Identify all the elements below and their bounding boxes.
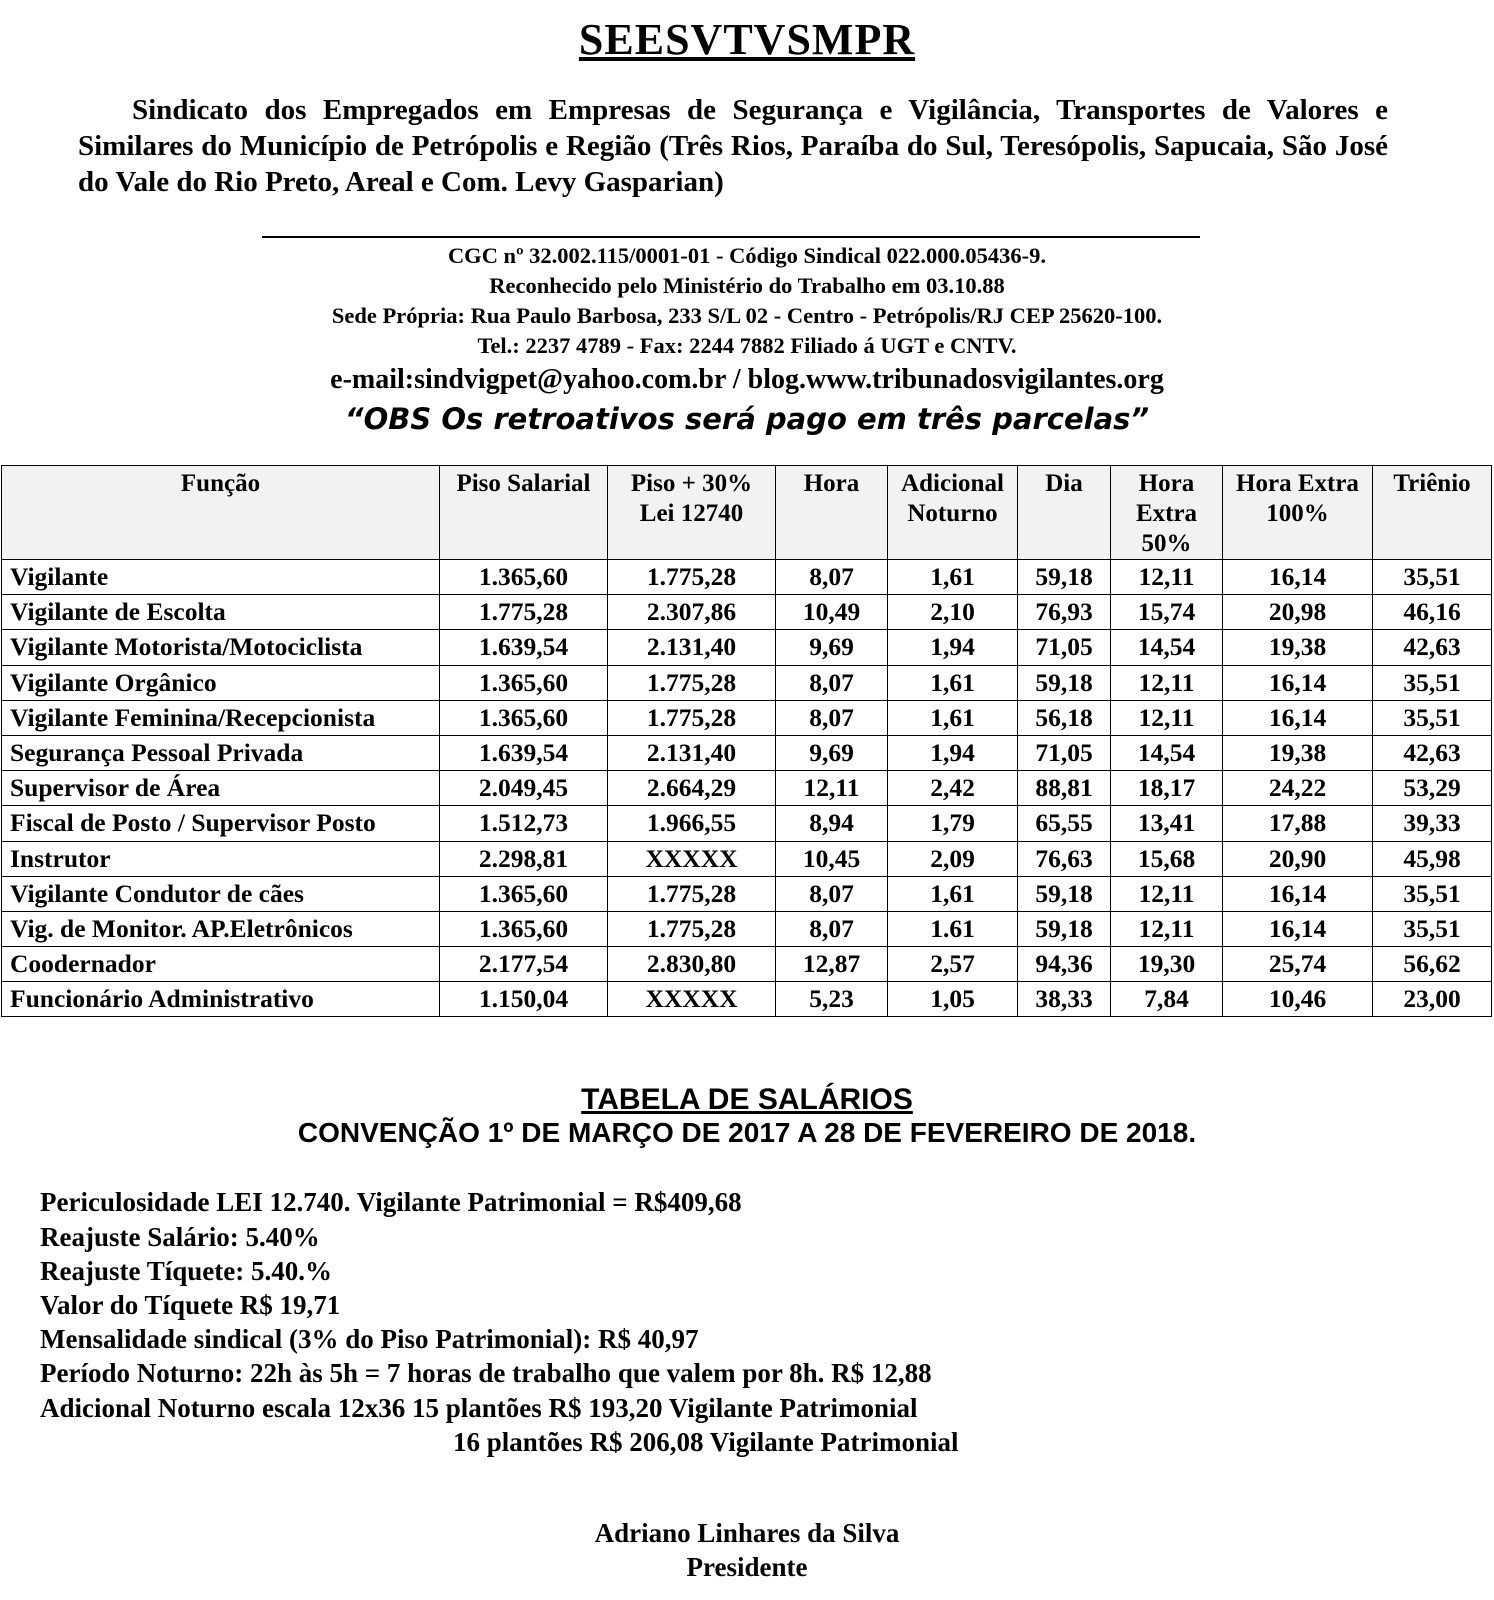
role-name-cell: Segurança Pessoal Privada [2, 735, 440, 770]
value-cell: 2,57 [888, 947, 1018, 982]
value-cell: 25,74 [1223, 947, 1373, 982]
value-cell: 1.639,54 [440, 630, 608, 665]
value-cell: 1.775,28 [440, 595, 608, 630]
obs-note: “OBS Os retroativos será pago em três parcelas” [344, 402, 1150, 436]
table-row [2, 665, 1492, 700]
value-cell: 13,41 [1111, 806, 1223, 841]
note-valor-tiquete: Valor do Tíquete R$ 19,71 [40, 1290, 341, 1320]
value-cell: 94,36 [1018, 947, 1111, 982]
role-name-cell: Vigilante Orgânico [2, 665, 440, 700]
value-cell: 19,38 [1223, 630, 1373, 665]
value-cell: 2.664,29 [608, 771, 776, 806]
value-cell: 76,63 [1018, 841, 1111, 876]
role-name-cell: Vig. de Monitor. AP.Eletrônicos [2, 911, 440, 946]
cgc-line: CGC nº 32.002.115/0001-01 - Código Sindical 022.000.05436-9. [447, 243, 1047, 268]
value-cell: 8,07 [776, 876, 888, 911]
value-cell: 1,61 [888, 700, 1018, 735]
value-cell: 12,11 [1111, 665, 1223, 700]
value-cell: 8,07 [776, 560, 888, 595]
value-cell: 12,11 [1111, 700, 1223, 735]
value-cell: 16,14 [1223, 700, 1373, 735]
role-name-cell: Vigilante Condutor de cães [2, 876, 440, 911]
value-cell: XXXXX [608, 982, 776, 1017]
recognition-line: Reconhecido pelo Ministério do Trabalho em 03.10.88 [489, 273, 1005, 298]
value-cell: 71,05 [1018, 630, 1111, 665]
note-periodo-noturno: Período Noturno: 22h às 5h = 7 horas de trabalho que valem por 8h. R$ 12,88 [40, 1358, 932, 1388]
value-cell: 19,30 [1111, 947, 1223, 982]
document-title: SEESVTVSMPR [578, 15, 916, 64]
table-row [2, 947, 1492, 982]
table-row [2, 560, 1492, 595]
note-adicional-15: Adicional Noturno escala 12x36 15 plantões R$ 193,20 Vigilante Patrimonial [40, 1393, 918, 1423]
value-cell: 16,14 [1223, 911, 1373, 946]
value-cell: 42,63 [1373, 630, 1492, 665]
value-cell: 71,05 [1018, 735, 1111, 770]
table-row [2, 806, 1492, 841]
table-row [2, 911, 1492, 946]
value-cell: 15,74 [1111, 595, 1223, 630]
value-cell: 8,94 [776, 806, 888, 841]
value-cell: 10,45 [776, 841, 888, 876]
value-cell: 39,33 [1373, 806, 1492, 841]
table-row [2, 630, 1492, 665]
note-adicional-16: 16 plantões R$ 206,08 Vigilante Patrimonial [453, 1427, 959, 1457]
value-cell: 1.365,60 [440, 876, 608, 911]
value-cell: 1,61 [888, 665, 1018, 700]
header-divider [262, 236, 1200, 238]
value-cell: 42,63 [1373, 735, 1492, 770]
union-full-name: Sindicato dos Empregados em Empresas de Segurança e Vigilância, Transportes de Valores e Similares do Município de Petrópolis e Região (Três Rios, Paraíba do Sul, Teresópolis, Sapucaia, São José do Vale do Rio Preto, Areal e Com. Levy Gasparian) [78, 94, 1388, 198]
table-row [2, 771, 1492, 806]
value-cell: 8,07 [776, 665, 888, 700]
table-row [2, 595, 1492, 630]
value-cell: 38,33 [1018, 982, 1111, 1017]
value-cell: 24,22 [1223, 771, 1373, 806]
value-cell: 1.966,55 [608, 806, 776, 841]
value-cell: 56,62 [1373, 947, 1492, 982]
value-cell: 53,29 [1373, 771, 1492, 806]
table-row [2, 700, 1492, 735]
value-cell: 9,69 [776, 735, 888, 770]
value-cell: 1.775,28 [608, 911, 776, 946]
value-cell: 23,00 [1373, 982, 1492, 1017]
value-cell: 12,11 [776, 771, 888, 806]
role-name-cell: Coodernador [2, 947, 440, 982]
address-line: Sede Própria: Rua Paulo Barbosa, 233 S/L 02 - Centro - Petrópolis/RJ CEP 25620-100. [331, 303, 1163, 328]
value-cell: 1.639,54 [440, 735, 608, 770]
value-cell: 1.775,28 [608, 700, 776, 735]
value-cell: 1.365,60 [440, 911, 608, 946]
value-cell: 16,14 [1223, 560, 1373, 595]
role-name-cell: Vigilante de Escolta [2, 595, 440, 630]
value-cell: XXXXX [608, 841, 776, 876]
column-header: Dia [1018, 466, 1111, 560]
value-cell: 9,69 [776, 630, 888, 665]
value-cell: 1.150,04 [440, 982, 608, 1017]
value-cell: 19,38 [1223, 735, 1373, 770]
value-cell: 17,88 [1223, 806, 1373, 841]
column-header: Piso + 30% Lei 12740 [608, 466, 776, 560]
value-cell: 35,51 [1373, 665, 1492, 700]
value-cell: 56,18 [1018, 700, 1111, 735]
value-cell: 15,68 [1111, 841, 1223, 876]
phone-line: Tel.: 2237 4789 - Fax: 2244 7882 Filiado á UGT e CNTV. [477, 333, 1017, 358]
value-cell: 2,09 [888, 841, 1018, 876]
column-header: Triênio [1373, 466, 1492, 560]
value-cell: 59,18 [1018, 665, 1111, 700]
column-header: Hora Extra 50% [1111, 466, 1223, 560]
value-cell: 2.131,40 [608, 630, 776, 665]
value-cell: 2.830,80 [608, 947, 776, 982]
column-header: Função [2, 466, 440, 560]
value-cell: 65,55 [1018, 806, 1111, 841]
value-cell: 14,54 [1111, 735, 1223, 770]
value-cell: 18,17 [1111, 771, 1223, 806]
value-cell: 45,98 [1373, 841, 1492, 876]
value-cell: 8,07 [776, 700, 888, 735]
value-cell: 59,18 [1018, 560, 1111, 595]
value-cell: 35,51 [1373, 560, 1492, 595]
value-cell: 1.365,60 [440, 560, 608, 595]
column-header: Piso Salarial [440, 466, 608, 560]
salary-table [1, 465, 1492, 1017]
value-cell: 12,11 [1111, 876, 1223, 911]
contact-line: e-mail:sindvigpet@yahoo.com.br / blog.www.tribunadosvigilantes.org [330, 364, 1164, 395]
convention-period: CONVENÇÃO 1º DE MARÇO DE 2017 A 28 DE FEVEREIRO DE 2018. [297, 1117, 1197, 1148]
value-cell: 35,51 [1373, 911, 1492, 946]
value-cell: 2.177,54 [440, 947, 608, 982]
column-header: Adicional Noturno [888, 466, 1018, 560]
value-cell: 2.307,86 [608, 595, 776, 630]
note-reajuste-salario: Reajuste Salário: 5.40% [40, 1222, 320, 1252]
value-cell: 1,61 [888, 876, 1018, 911]
value-cell: 1.512,73 [440, 806, 608, 841]
value-cell: 1.775,28 [608, 560, 776, 595]
value-cell: 20,98 [1223, 595, 1373, 630]
value-cell: 16,14 [1223, 665, 1373, 700]
value-cell: 35,51 [1373, 700, 1492, 735]
value-cell: 1.775,28 [608, 876, 776, 911]
value-cell: 10,46 [1223, 982, 1373, 1017]
value-cell: 2,10 [888, 595, 1018, 630]
table-row [2, 841, 1492, 876]
value-cell: 46,16 [1373, 595, 1492, 630]
value-cell: 1,05 [888, 982, 1018, 1017]
value-cell: 14,54 [1111, 630, 1223, 665]
value-cell: 20,90 [1223, 841, 1373, 876]
role-name-cell: Vigilante [2, 560, 440, 595]
value-cell: 88,81 [1018, 771, 1111, 806]
signatory-role: Presidente [686, 1552, 808, 1582]
value-cell: 7,84 [1111, 982, 1223, 1017]
value-cell: 2.131,40 [608, 735, 776, 770]
value-cell: 12,11 [1111, 911, 1223, 946]
value-cell: 1,79 [888, 806, 1018, 841]
signatory-name: Adriano Linhares da Silva [594, 1518, 900, 1548]
value-cell: 12,87 [776, 947, 888, 982]
role-name-cell: Fiscal de Posto / Supervisor Posto [2, 806, 440, 841]
column-header: Hora [776, 466, 888, 560]
role-name-cell: Vigilante Motorista/Motociclista [2, 630, 440, 665]
column-header: Hora Extra 100% [1223, 466, 1373, 560]
value-cell: 1.365,60 [440, 700, 608, 735]
table-row [2, 735, 1492, 770]
value-cell: 1.775,28 [608, 665, 776, 700]
value-cell: 1,61 [888, 560, 1018, 595]
value-cell: 59,18 [1018, 876, 1111, 911]
table-header-row [2, 466, 1492, 560]
table-row [2, 982, 1492, 1017]
value-cell: 76,93 [1018, 595, 1111, 630]
value-cell: 8,07 [776, 911, 888, 946]
table-row [2, 876, 1492, 911]
value-cell: 2,42 [888, 771, 1018, 806]
value-cell: 16,14 [1223, 876, 1373, 911]
value-cell: 1.61 [888, 911, 1018, 946]
note-mensalidade: Mensalidade sindical (3% do Piso Patrimonial): R$ 40,97 [40, 1324, 699, 1354]
value-cell: 5,23 [776, 982, 888, 1017]
value-cell: 59,18 [1018, 911, 1111, 946]
value-cell: 12,11 [1111, 560, 1223, 595]
note-reajuste-tiquete: Reajuste Tíquete: 5.40.% [40, 1256, 332, 1286]
value-cell: 2.049,45 [440, 771, 608, 806]
role-name-cell: Funcionário Administrativo [2, 982, 440, 1017]
value-cell: 1.365,60 [440, 665, 608, 700]
role-name-cell: Instrutor [2, 841, 440, 876]
role-name-cell: Supervisor de Área [2, 771, 440, 806]
note-periculosidade: Periculosidade LEI 12.740. Vigilante Patrimonial = R$409,68 [40, 1187, 742, 1217]
value-cell: 10,49 [776, 595, 888, 630]
value-cell: 1,94 [888, 735, 1018, 770]
role-name-cell: Vigilante Feminina/Recepcionista [2, 700, 440, 735]
value-cell: 2.298,81 [440, 841, 608, 876]
value-cell: 1,94 [888, 630, 1018, 665]
value-cell: 35,51 [1373, 876, 1492, 911]
table-title: TABELA DE SALÁRIOS [581, 1083, 913, 1116]
